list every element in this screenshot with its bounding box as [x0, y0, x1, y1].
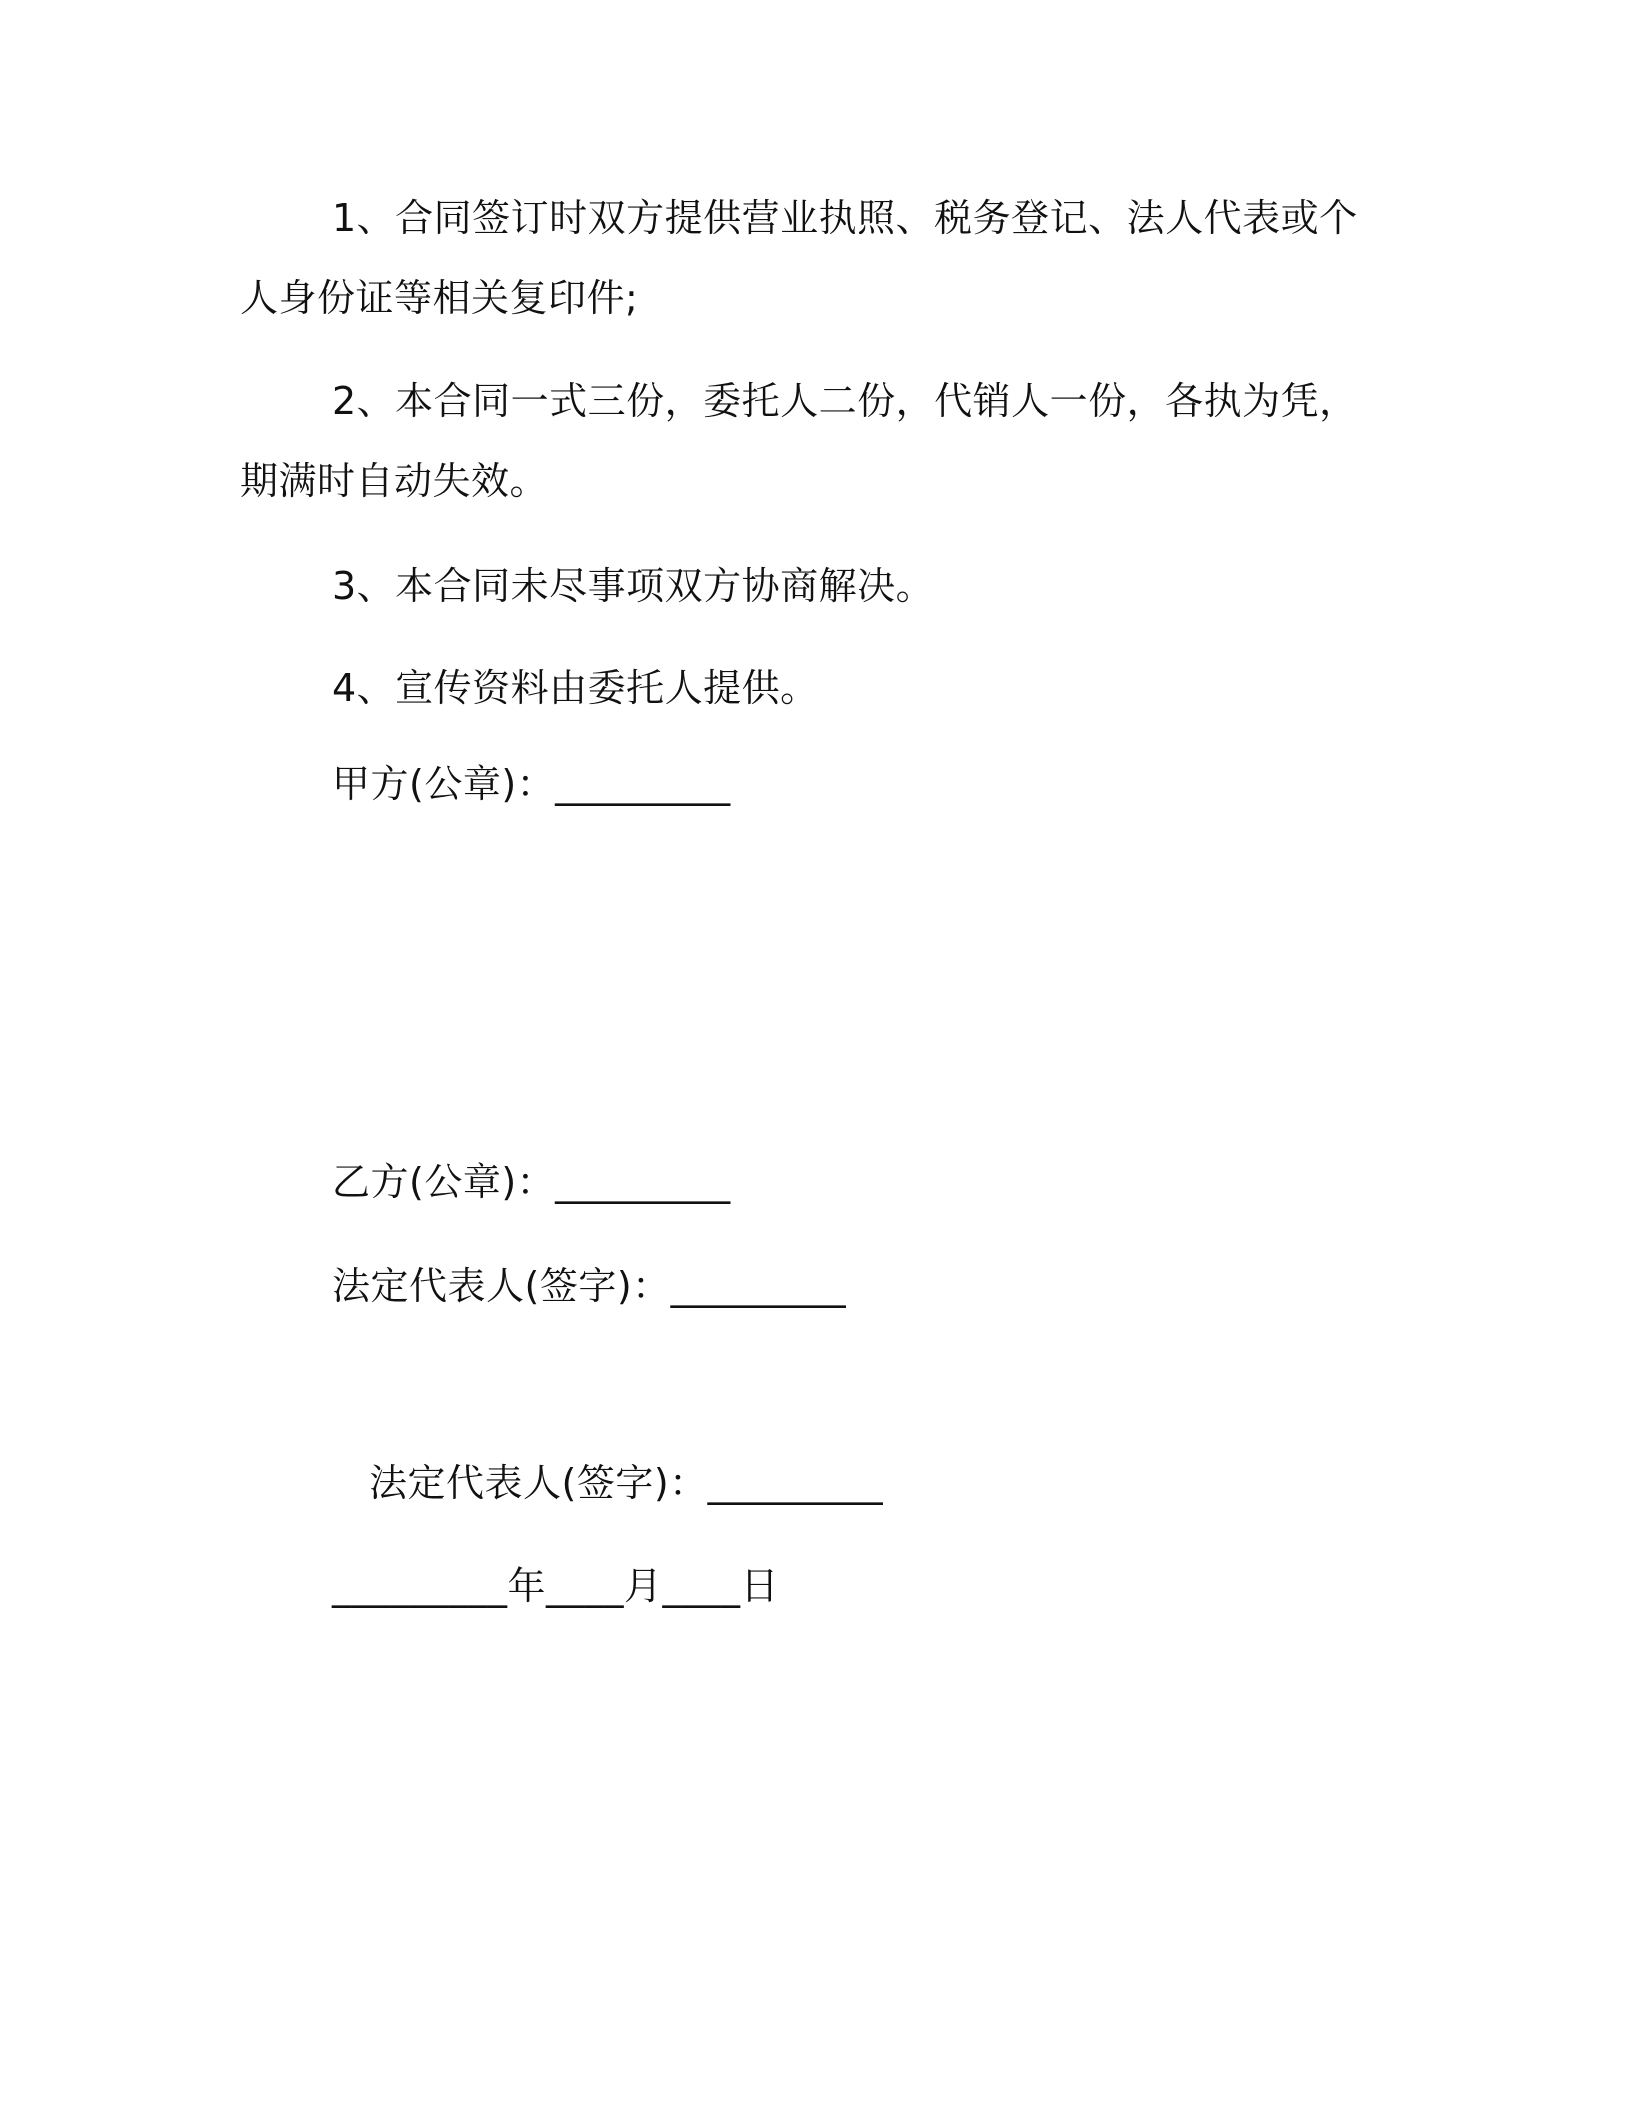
- date-line: _________年____月____日: [332, 1564, 780, 1608]
- legal-representative-signature-line-1: 法定代表人(签字)：_________: [332, 1264, 847, 1308]
- clause-4: 4、宣传资料由委托人提供。: [332, 666, 819, 710]
- party-b-seal-line: 乙方(公章)：_________: [332, 1160, 731, 1204]
- legal-representative-signature-line-2: 法定代表人(签字)：_________: [369, 1461, 884, 1505]
- clause-2: 2、本合同一式三份，委托人二份，代销人一份，各执为凭，期满时自动失效。: [240, 379, 1358, 503]
- party-a-seal-line: 甲方(公章)：_________: [332, 762, 731, 806]
- clause-3: 3、本合同未尽事项双方协商解决。: [332, 564, 935, 608]
- clause-1: 1、合同签订时双方提供营业执照、税务登记、法人代表或个人身份证等相关复印件;: [240, 196, 1358, 320]
